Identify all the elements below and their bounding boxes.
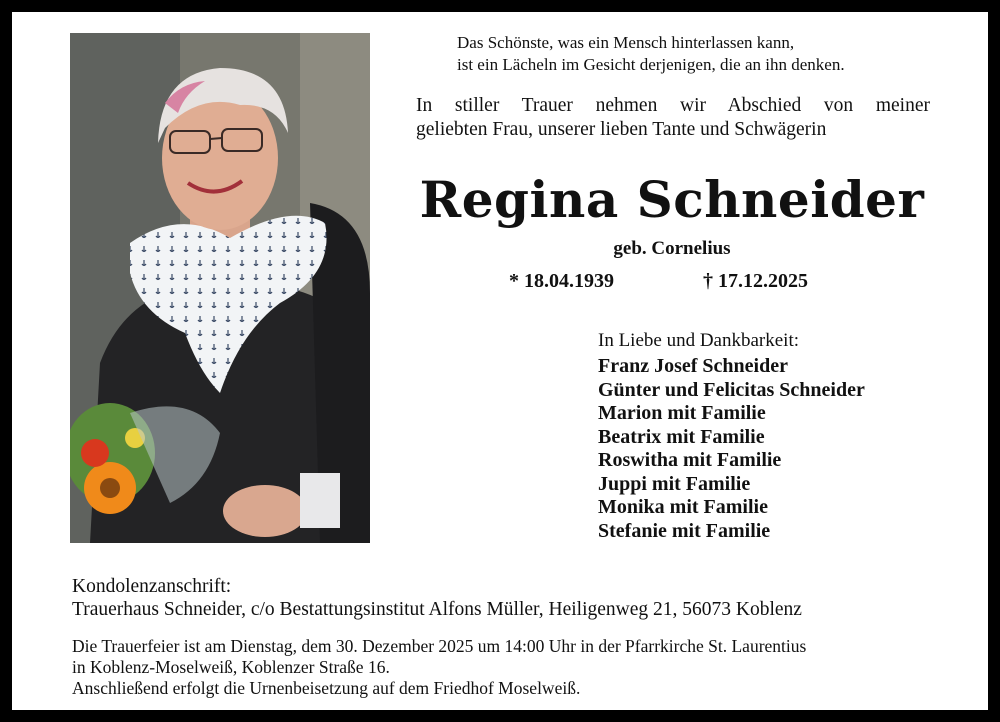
birth-date: * 18.04.1939 <box>509 270 614 292</box>
mourner-name: Stefanie mit Familie <box>598 519 771 542</box>
mourner-name: Beatrix mit Familie <box>598 425 765 448</box>
mourner-name: Monika mit Familie <box>598 496 768 518</box>
service-line: Die Trauerfeier ist am Dienstag, dem 30. Dezember 2025 um 14:00 Uhr in der Pfarrkirche St. Laurentius <box>72 636 807 656</box>
death-date: † 17.12.2025 <box>703 270 808 292</box>
condolence-address <box>72 575 972 621</box>
intro-line: In stiller Trauer nehmen wir Abschied von meiner <box>416 95 930 116</box>
quote-line: ist ein Lächeln im Gesicht derjenigen, die an ihn denken. <box>457 55 845 74</box>
service-line: in Koblenz-Moselweiß, Koblenzer Straße 16. <box>72 657 390 677</box>
portrait-illustration <box>70 33 370 543</box>
mourner-name: Franz Josef Schneider <box>598 355 788 377</box>
mourner-name: Roswitha mit Familie <box>598 449 782 471</box>
intro-text <box>416 94 930 142</box>
mourner-name: Juppi mit Familie <box>598 472 751 495</box>
deceased-name: Regina Schneider <box>419 170 925 229</box>
birth-name: geb. Cornelius <box>613 238 731 259</box>
portrait-photo <box>70 33 370 543</box>
memorial-quote <box>457 32 937 76</box>
quote-line: Das Schönste, was ein Mensch hinterlassen kann, <box>457 33 795 52</box>
intro-line: geliebten Frau, unserer lieben Tante und Schwägerin <box>416 119 827 140</box>
mourner-name: Günter und Felicitas Schneider <box>598 378 865 401</box>
obituary-notice <box>12 12 988 710</box>
condolence-label: Kondolenzanschrift: <box>72 576 232 597</box>
condolence-address-line: Trauerhaus Schneider, c/o Bestattungsinstitut Alfons Müller, Heiligenweg 21, 56073 Koblenz <box>72 599 802 620</box>
service-line: Anschließend erfolgt die Urnenbeisetzung auf dem Friedhof Moselweiß. <box>72 678 581 698</box>
mourner-name: Marion mit Familie <box>598 402 766 424</box>
mourners-heading: In Liebe und Dankbarkeit: <box>598 330 800 351</box>
funeral-service-info <box>72 636 972 699</box>
mourners-list <box>598 355 865 543</box>
